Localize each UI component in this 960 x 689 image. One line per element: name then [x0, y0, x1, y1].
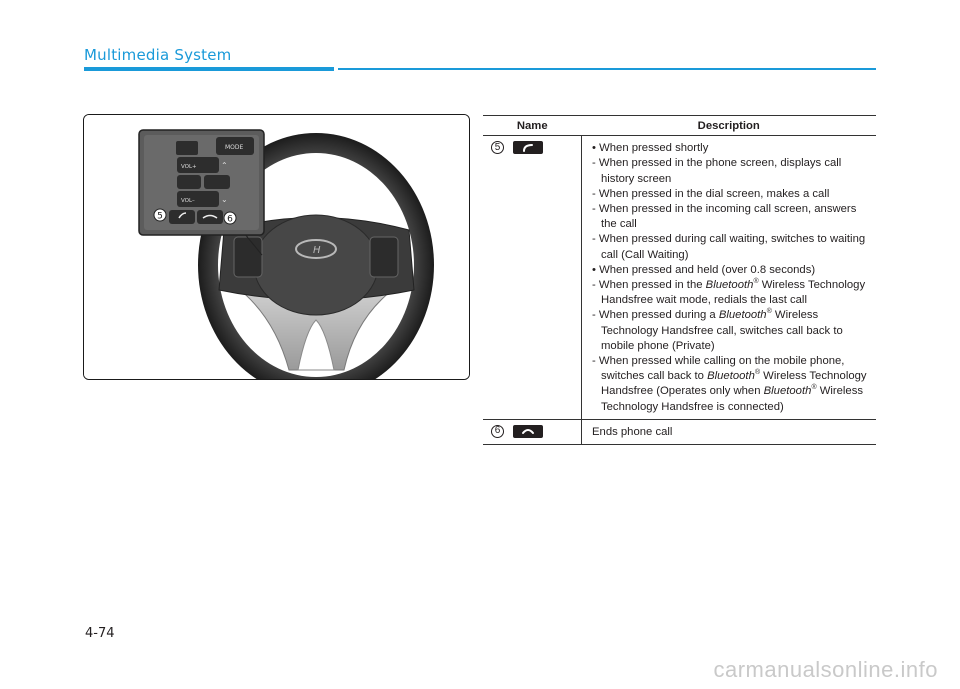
switch-zoom-inset [139, 130, 264, 235]
desc-line: - When pressed during call waiting, switches to waiting call (Call Waiting) [592, 233, 866, 261]
steering-wheel-illustration [84, 115, 469, 379]
steering-wheel-figure [83, 114, 470, 380]
desc-line: - When pressed during a Bluetooth® Wireless Technology Handsfree call, switches call back to mobile phone (Private) [592, 308, 843, 352]
header-rule-thick [84, 67, 334, 71]
desc-line: Ends phone call [592, 425, 673, 438]
airbag-cover [254, 215, 378, 315]
header-rule-thin [338, 68, 876, 70]
call-end-icon [513, 425, 543, 438]
row-number-5: 5 [491, 141, 504, 154]
desc-line: - When pressed in the incoming call screen, answers the call [592, 203, 857, 231]
desc-line: - When pressed in the Bluetooth® Wireless Technology Handsfree wait mode, redials the last call [592, 278, 866, 307]
svg-text:H: H [313, 245, 321, 256]
vol-down-label: VOL– [181, 198, 195, 204]
page-number: 4-74 [85, 626, 115, 641]
svg-text:⌄: ⌄ [221, 195, 228, 204]
desc-line: - When pressed in the dial screen, makes a call [592, 187, 830, 200]
desc-line: - When pressed in the phone screen, displays call history screen [592, 157, 842, 185]
description-table [483, 115, 876, 445]
row-number-6: 6 [491, 425, 504, 438]
desc-line: • When pressed shortly [592, 142, 709, 155]
table-row [483, 419, 876, 444]
callout-5: 5 [157, 211, 163, 222]
table-row [483, 136, 876, 420]
mode-button-label: MODE [225, 144, 244, 151]
watermark: carmanualsonline.info [713, 657, 938, 682]
call-answer-icon [513, 141, 543, 154]
svg-text:⌃: ⌃ [221, 161, 228, 170]
vol-up-label: VOL+ [181, 164, 197, 170]
section-title: Multimedia System [84, 46, 232, 64]
desc-line: • When pressed and held (over 0.8 seconds) [592, 263, 816, 276]
desc-line: - When pressed while calling on the mobile phone, switches call back to Bluetooth® Wireless Technology Handsfree (Operates only when Bluetooth® Wireless Technology Handsfree is connected) [592, 355, 867, 413]
description-header: Description [697, 120, 760, 132]
name-header: Name [516, 120, 548, 132]
callout-6: 6 [227, 214, 233, 225]
